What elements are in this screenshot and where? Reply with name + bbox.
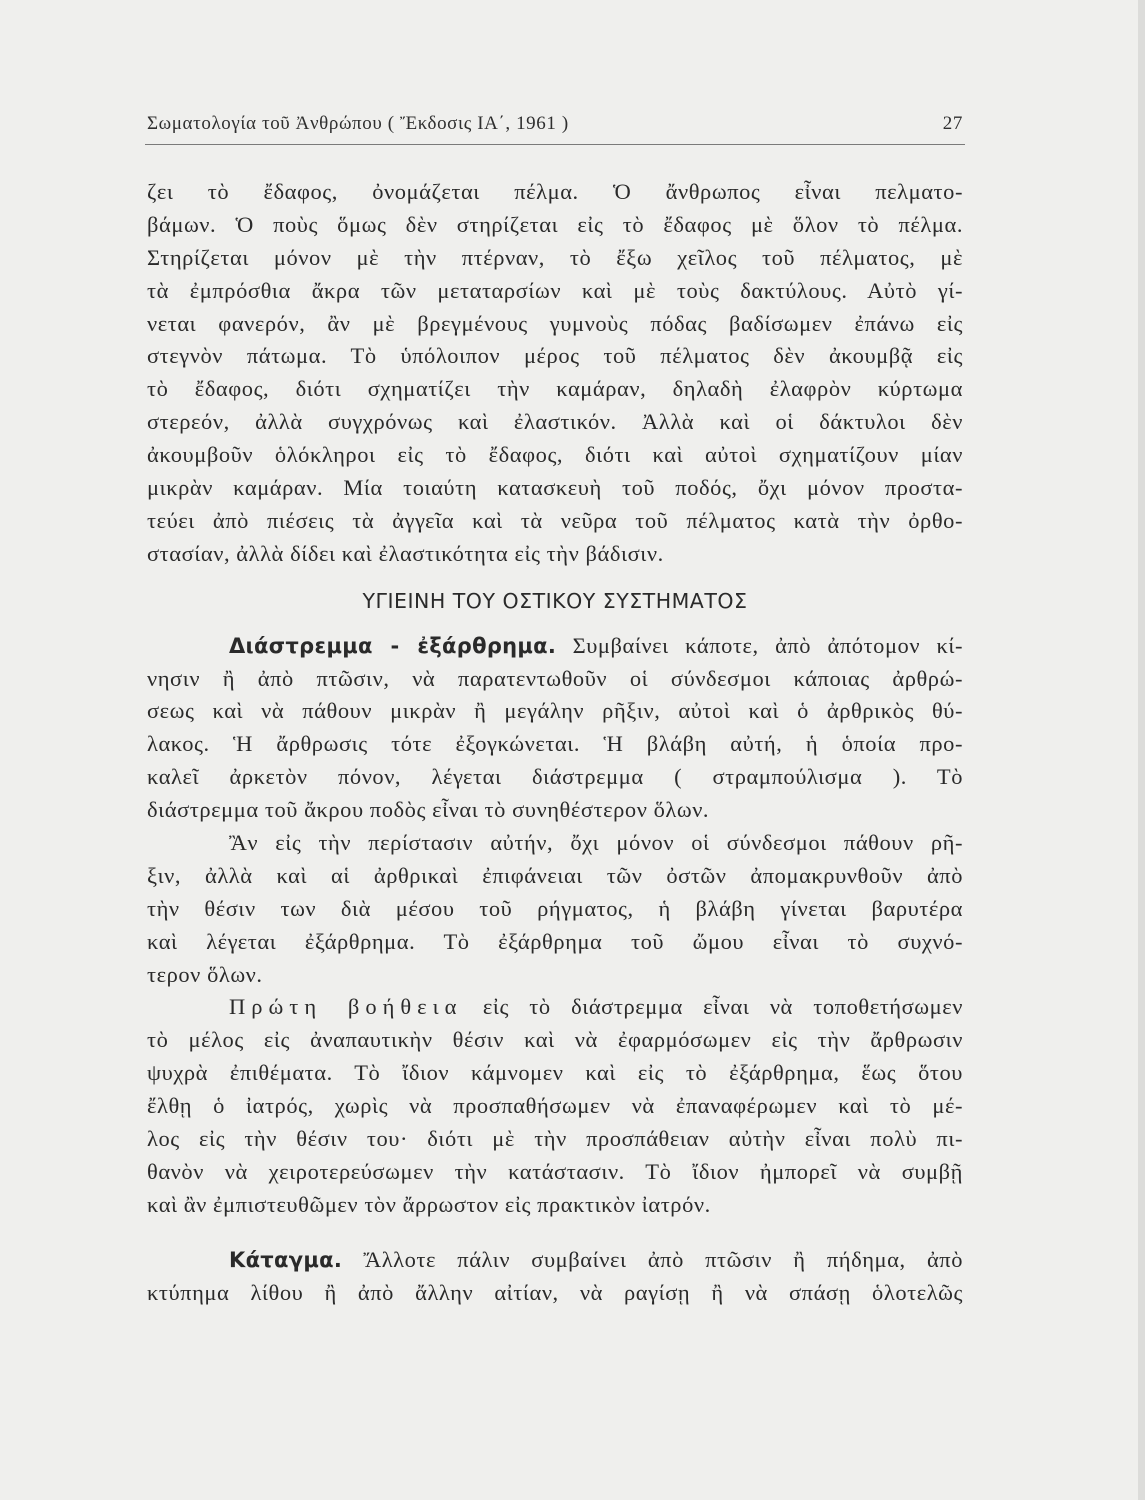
- page-number: 27: [942, 113, 963, 134]
- text-line: μικρὰν καμάραν. Μία τοιαύτη κατασκευὴ τοῦ ποδός, ὄχι μόνον προστα-: [147, 475, 963, 501]
- text-line: τεύει ἀπὸ πιέσεις τὰ ἀγγεῖα καὶ τὰ νεῦρα τοῦ πέλματος κατὰ τὴν ὀρθο-: [147, 507, 963, 533]
- body-text: [147, 176, 963, 1310]
- paragraph-fracture: [147, 1244, 963, 1310]
- running-header: [147, 113, 963, 135]
- text-line: ἔλθῃ ὁ ἰατρός, χωρὶς νὰ προσπαθήσωμεν νὰ ἐπαναφέρωμεν καὶ τὸ μέ-: [147, 1093, 963, 1119]
- text-line: στερεόν, ἀλλὰ συγχρόνως καὶ ἐλαστικόν. Ἀλλὰ καὶ οἱ δάκτυλοι δὲν: [147, 409, 963, 435]
- paragraph-foot-arch: [147, 176, 963, 571]
- paragraph-gap: [147, 1222, 963, 1244]
- text-line: θανὸν νὰ χειροτερεύσωμεν τὴν κατάστασιν. Τὸ ἴδιον ἠμπορεῖ νὰ συμβῇ: [147, 1158, 963, 1184]
- spaced-term: Πρώτη βοήθεια: [229, 994, 463, 1020]
- subsection-title: Διάστρεμμα - ἐξάρθρημα.: [229, 633, 557, 658]
- paragraph-first-aid: [147, 991, 963, 1221]
- text-line: σεως καὶ νὰ πάθουν μικρὰν ἢ μεγάλην ρῆξιν, αὐτοὶ καὶ ὁ ἀρθρικὸς θύ-: [147, 698, 963, 724]
- text-line: λακος. Ἡ ἄρθρωσις τότε ἐξογκώνεται. Ἡ βλάβη αὐτή, ἡ ὁποία προ-: [147, 731, 963, 757]
- text-line: τὴν θέσιν των διὰ μέσου τοῦ ρήγματος, ἡ βλάβη γίνεται βαρυτέρα: [147, 895, 963, 921]
- text-line: στασίαν, ἀλλὰ δίδει καὶ ἐλαστικότητα εἰς τὴν βάδισιν.: [147, 540, 664, 566]
- text-line: διάστρεμμα τοῦ ἄκρου ποδὸς εἶναι τὸ συνηθέστερον ὅλων.: [147, 797, 710, 823]
- text-line: [147, 991, 963, 1024]
- text-line: νεται φανερόν, ἂν μὲ βρεγμένους γυμνοὺς πόδας βαδίσωμεν ἐπάνω εἰς: [147, 310, 963, 336]
- text-line: καὶ ἂν ἐμπιστευθῶμεν τὸν ἄρρωστον εἰς πρακτικὸν ἰατρόν.: [147, 1191, 711, 1217]
- text-line: [147, 1244, 963, 1277]
- text-line: καλεῖ ἀρκετὸν πόνον, λέγεται διάστρεμμα ( στραμπούλισμα ). Τὸ: [147, 764, 963, 790]
- paragraph-sprain: [147, 630, 963, 827]
- section-heading: ΥΓΙΕΙΝΗ ΤΟΥ ΟΣΤΙΚΟΥ ΣΥΣΤΗΜΑΤΟΣ: [362, 588, 748, 613]
- text-run: Ἄλλοτε πάλιν συμβαίνει ἀπὸ πτῶσιν ἢ πήδημα, ἀπὸ: [342, 1246, 963, 1272]
- text-line: ζει τὸ ἔδαφος, ὀνομάζεται πέλμα. Ὁ ἄνθρωπος εἶναι πελματο-: [147, 179, 963, 204]
- text-line: ἀκουμβοῦν ὁλόκληροι εἰς τὸ ἔδαφος, διότι καὶ αὐτοὶ σχηματίζουν μίαν: [147, 442, 963, 468]
- text-line: τὸ ἔδαφος, διότι σχηματίζει τὴν καμάραν, δηλαδὴ ἐλαφρὸν κύρτωμα: [147, 376, 963, 402]
- text-line: νησιν ἢ ἀπὸ πτῶσιν, νὰ παρατεντωθοῦν οἱ σύνδεσμοι κάποιας ἀρθρώ-: [147, 665, 963, 691]
- text-line: [147, 630, 963, 663]
- text-line: κτύπημα λίθου ἢ ἀπὸ ἄλλην αἰτίαν, νὰ ραγίσῃ ἢ νὰ σπάσῃ ὁλοτελῶς: [147, 1279, 963, 1305]
- text-line: ψυχρὰ ἐπιθέματα. Τὸ ἴδιον κάμνομεν καὶ εἰς τὸ ἐξάρθρημα, ἕως ὅτου: [147, 1060, 963, 1086]
- text-line: τὸ μέλος εἰς ἀναπαυτικὴν θέσιν καὶ νὰ ἐφαρμόσωμεν εἰς τὴν ἄρθρωσιν: [147, 1027, 963, 1053]
- text-line: βάμων. Ὁ ποὺς ὅμως δὲν στηρίζεται εἰς τὸ ἔδαφος μὲ ὅλον τὸ πέλμα.: [147, 211, 963, 237]
- text-line: ξιν, ἀλλὰ καὶ αἱ ἀρθρικαὶ ἐπιφάνειαι τῶν ὀστῶν ἀπομακρυνθοῦν ἀπὸ: [147, 862, 963, 888]
- text-line: τερον ὅλων.: [147, 961, 263, 987]
- text-run: εἰς τὸ διάστρεμμα εἶναι νὰ τοποθετήσωμεν: [462, 994, 963, 1020]
- paragraph-dislocation: [147, 827, 963, 991]
- text-line: στεγνὸν πάτωμα. Τὸ ὑπόλοιπον μέρος τοῦ πέλματος δὲν ἀκουμβᾷ εἰς: [147, 343, 963, 369]
- text-line: Στηρίζεται μόνον μὲ τὴν πτέρναν, τὸ ἔξω χεῖλος τοῦ πέλματος, μὲ: [147, 244, 963, 270]
- text-run: Συμβαίνει κάποτε, ἀπὸ ἀπότομον κί-: [556, 632, 963, 658]
- text-line: καὶ λέγεται ἐξάρθρημα. Τὸ ἐξάρθρημα τοῦ ὤμου εἶναι τὸ συχνό-: [147, 928, 963, 954]
- header-rule: [145, 144, 965, 145]
- text-line: Ἂν εἰς τὴν περίστασιν αὐτήν, ὄχι μόνον οἱ σύνδεσμοι πάθουν ρῆ-: [229, 830, 963, 856]
- subsection-title: Κάταγμα.: [229, 1247, 343, 1272]
- text-line: λος εἰς τὴν θέσιν του· διότι μὲ τὴν προσπάθειαν αὐτὴν εἶναι πολὺ πι-: [147, 1126, 963, 1152]
- running-title: Σωματολογία τοῦ Ἀνθρώπου ( Ἔκδοσις ΙΑ΄, 1961 ): [147, 113, 569, 134]
- text-line: τὰ ἐμπρόσθια ἄκρα τῶν μεταταρσίων καὶ μὲ τοὺς δακτύλους. Αὐτὸ γί-: [147, 277, 963, 303]
